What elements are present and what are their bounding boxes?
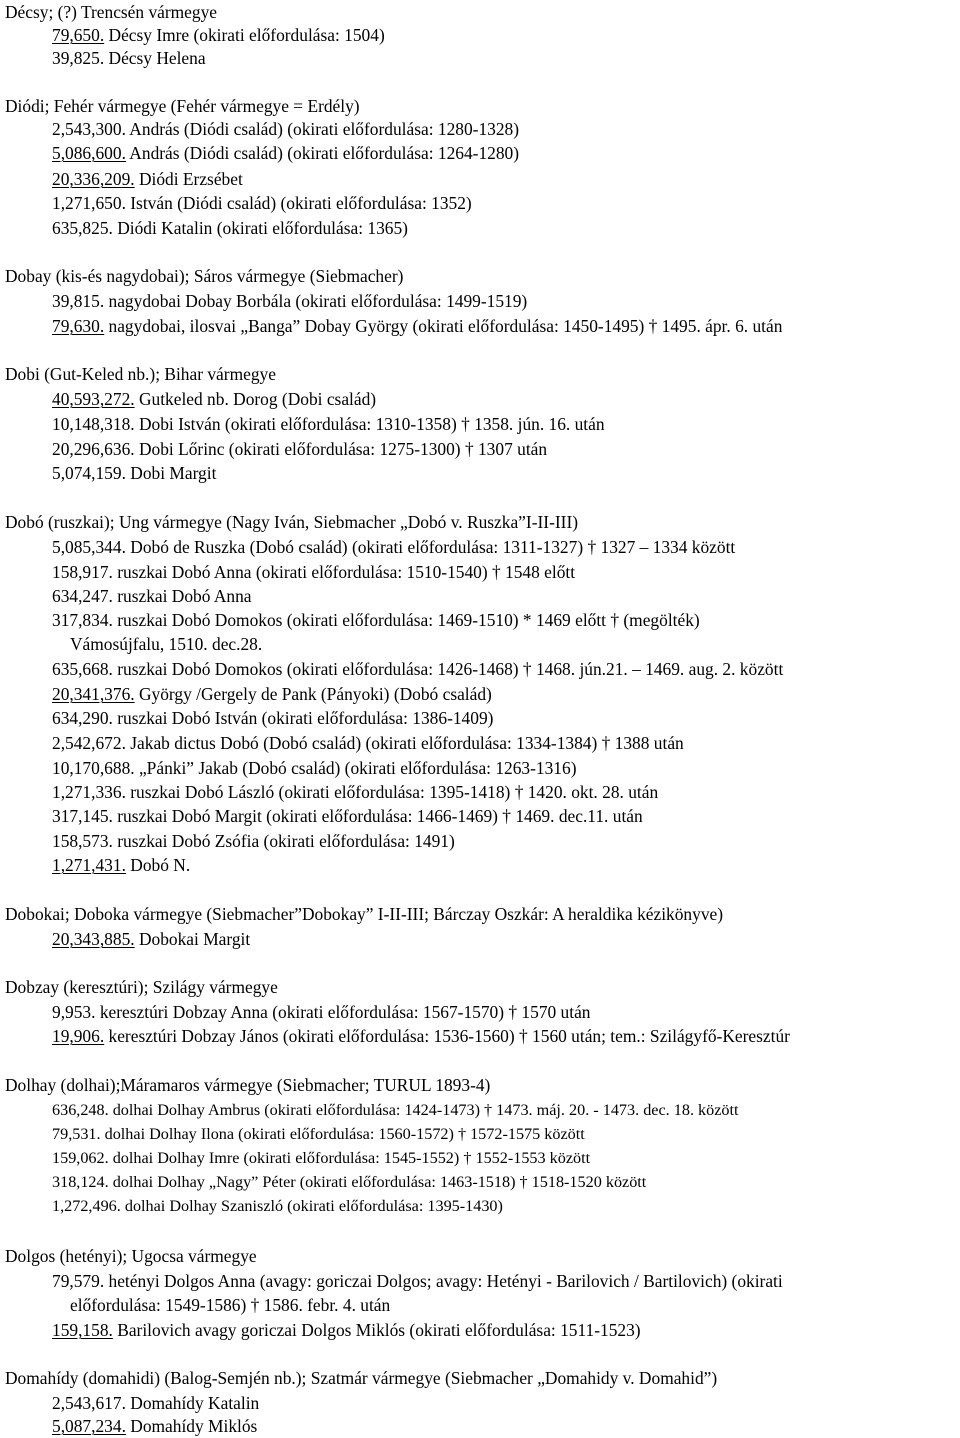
entry-text: Dobi Margit — [125, 463, 217, 483]
person-entry — [52, 1269, 783, 1293]
person-entry — [52, 829, 455, 853]
family-heading: Domahídy (domahidi) (Balog-Semjén nb.); Szatmár vármegye (Siebmacher „Domahidy v. Domahid”) — [5, 1368, 718, 1388]
person-entry — [52, 437, 547, 461]
person-entry — [52, 412, 605, 436]
entry-text: Dobó N. — [125, 855, 191, 875]
entry-number: 1,271,650. — [52, 193, 126, 213]
entry-number: 159,062. — [52, 1149, 109, 1167]
entry-number: 5,074,159. — [52, 463, 126, 483]
person-entry — [52, 535, 735, 559]
person-entry — [52, 1194, 503, 1218]
entry-number: 635,668. — [52, 659, 113, 679]
entry-text: dolhai Dolhay Ambrus (okirati előfordulása: 1424-1473) † 1473. máj. 20. - 1473. dec. 18. között — [108, 1101, 739, 1119]
person-entry — [52, 780, 658, 804]
entry-text: András (Diódi család) (okirati előfordulása: 1280-1328) — [125, 119, 520, 139]
entry-text: András (Diódi család) (okirati előfordulása: 1264-1280) — [125, 143, 520, 163]
person-entry — [52, 804, 643, 828]
entry-text: keresztúri Dobzay Anna (okirati előfordulása: 1567-1570) † 1570 után — [95, 1002, 591, 1022]
person-entry — [52, 706, 493, 730]
entry-text: dolhai Dolhay Szaniszló (okirati előfordulása: 1395-1430) — [120, 1197, 503, 1215]
entry-number: 39,825. — [52, 48, 105, 68]
person-entry — [52, 1170, 646, 1194]
family-heading: Dobokai; Doboka vármegye (Siebmacher”Dobokay” I-II-III; Bárczay Oszkár: A heraldika kézikönyve) — [5, 904, 724, 924]
entry-text: Gutkeled nb. Dorog (Dobi család) — [134, 389, 377, 409]
entry-number: 318,124. — [52, 1173, 109, 1191]
entry-text: nagydobai Dobay Borbála (okirati előfordulása: 1499-1519) — [104, 291, 528, 311]
entry-text: Décsy Imre (okirati előfordulása: 1504) — [104, 25, 385, 45]
entry-text: Dobó de Ruszka (Dobó család) (okirati előfordulása: 1311-1327) † 1327 – 1334 között — [125, 537, 736, 557]
entry-number: 20,336,209. — [52, 169, 135, 189]
entry-text: István (Diódi család) (okirati előfordulása: 1352) — [125, 193, 472, 213]
person-entry — [52, 1318, 641, 1342]
entry-number: 2,543,617. — [52, 1393, 126, 1413]
person-entry — [52, 1000, 591, 1024]
family-heading: Décsy; (?) Trencsén vármegye — [5, 2, 217, 22]
entry-text: Domahídy Katalin — [125, 1393, 260, 1413]
person-entry — [52, 560, 575, 584]
family-heading: Dobi (Gut-Keled nb.); Bihar vármegye — [5, 364, 276, 384]
person-entry — [52, 1122, 585, 1146]
entry-number: 79,579. — [52, 1271, 105, 1291]
family-heading: Dobzay (keresztúri); Szilágy vármegye — [5, 977, 278, 997]
person-entry — [52, 584, 252, 608]
entry-text: nagydobai, ilosvai „Banga” Dobay György (okirati előfordulása: 1450-1495) † 1495. ápr. 6. után — [104, 316, 783, 336]
entry-number: 317,834. — [52, 610, 113, 630]
entry-number: 1,271,431. — [52, 855, 126, 875]
person-entry — [52, 927, 250, 951]
family-heading: Dolgos (hetényi); Ugocsa vármegye — [5, 1246, 257, 1266]
person-entry — [52, 1098, 739, 1122]
entry-text: ruszkai Dobó Domokos (okirati előfordulása: 1426-1468) † 1468. jún.21. – 1469. aug. 2. között — [112, 659, 784, 679]
person-entry — [52, 23, 385, 47]
entry-text: dolhai Dolhay „Nagy” Péter (okirati előfordulása: 1463-1518) † 1518-1520 között — [108, 1173, 647, 1191]
entry-number: 20,341,376. — [52, 684, 135, 704]
entry-number: 635,825. — [52, 218, 113, 238]
person-entry — [52, 141, 519, 165]
entry-text: György /Gergely de Pank (Pányoki) (Dobó család) — [134, 684, 492, 704]
entry-number: 79,650. — [52, 25, 105, 45]
person-entry — [52, 314, 782, 338]
entry-text: Jakab dictus Dobó (Dobó család) (okirati előfordulása: 1334-1384) † 1388 után — [125, 733, 684, 753]
entry-continuation: Vámosújfalu, 1510. dec.28. — [70, 634, 263, 654]
entry-number: 39,815. — [52, 291, 105, 311]
entry-text: Décsy Helena — [104, 48, 206, 68]
entry-number: 9,953. — [52, 1002, 96, 1022]
entry-number: 2,542,672. — [52, 733, 126, 753]
entry-text: Diódi Katalin (okirati előfordulása: 1365) — [112, 218, 408, 238]
entry-number: 79,531. — [52, 1125, 101, 1143]
person-entry — [52, 46, 206, 70]
entry-text: hetényi Dolgos Anna (avagy: goriczai Dolgos; avagy: Hetényi - Barilovich / Bartilovich) (okirati — [104, 1271, 783, 1291]
entry-number: 1,272,496. — [52, 1197, 121, 1215]
entry-text: Dobi István (okirati előfordulása: 1310-1358) † 1358. jún. 16. után — [134, 414, 605, 434]
entry-number: 20,343,885. — [52, 929, 135, 949]
person-entry — [52, 387, 376, 411]
person-entry — [52, 853, 190, 877]
person-entry — [52, 1146, 590, 1170]
entry-text: „Pánki” Jakab (Dobó család) (okirati előfordulása: 1263-1316) — [134, 758, 577, 778]
person-entry — [52, 682, 492, 706]
person-entry — [52, 216, 408, 240]
person-entry — [52, 657, 783, 681]
entry-continuation: előfordulása: 1549-1586) † 1586. febr. 4. után — [70, 1295, 391, 1315]
person-entry — [52, 117, 519, 141]
family-heading: Diódi; Fehér vármegye (Fehér vármegye = Erdély) — [5, 96, 360, 116]
entry-number: 158,573. — [52, 831, 113, 851]
person-entry — [52, 1024, 790, 1048]
entry-number: 5,085,344. — [52, 537, 126, 557]
entry-text: ruszkai Dobó Anna — [112, 586, 252, 606]
entry-text: dolhai Dolhay Ilona (okirati előfordulása: 1560-1572) † 1572-1575 között — [100, 1125, 585, 1143]
entry-number: 2,543,300. — [52, 119, 126, 139]
entry-text: ruszkai Dobó Zsófia (okirati előfordulása: 1491) — [112, 831, 455, 851]
entry-number: 79,630. — [52, 316, 105, 336]
person-entry — [52, 1391, 259, 1415]
person-entry — [52, 1414, 257, 1438]
entry-number: 634,247. — [52, 586, 113, 606]
entry-text: ruszkai Dobó István (okirati előfordulása: 1386-1409) — [112, 708, 494, 728]
entry-number: 636,248. — [52, 1101, 109, 1119]
entry-number: 10,148,318. — [52, 414, 135, 434]
family-heading: Dobay (kis-és nagydobai); Sáros vármegye (Siebmacher) — [5, 266, 404, 286]
person-entry — [52, 289, 527, 313]
entry-text: Dobi Lőrinc (okirati előfordulása: 1275-1300) † 1307 után — [134, 439, 548, 459]
person-entry — [52, 731, 684, 755]
entry-text: keresztúri Dobzay János (okirati előfordulása: 1536-1560) † 1560 után; tem.: Szilágyfő-Keresztúr — [104, 1026, 790, 1046]
entry-number: 10,170,688. — [52, 758, 135, 778]
entry-number: 40,593,272. — [52, 389, 135, 409]
entry-text: Diódi Erzsébet — [134, 169, 243, 189]
entry-text: dolhai Dolhay Imre (okirati előfordulása: 1545-1552) † 1552-1553 között — [108, 1149, 591, 1167]
entry-text: ruszkai Dobó László (okirati előfordulása: 1395-1418) † 1420. okt. 28. után — [125, 782, 659, 802]
entry-number: 1,271,336. — [52, 782, 126, 802]
entry-text: Barilovich avagy goriczai Dolgos Miklós (okirati előfordulása: 1511-1523) — [112, 1320, 641, 1340]
family-heading: Dobó (ruszkai); Ung vármegye (Nagy Iván, Siebmacher „Dobó v. Ruszka”I-II-III) — [5, 512, 579, 532]
entry-number: 158,917. — [52, 562, 113, 582]
entry-text: Domahídy Miklós — [125, 1416, 258, 1436]
person-entry — [52, 191, 472, 215]
entry-number: 5,086,600. — [52, 143, 126, 163]
person-entry — [52, 461, 216, 485]
entry-text: ruszkai Dobó Anna (okirati előfordulása: 1510-1540) † 1548 előtt — [112, 562, 576, 582]
entry-number: 634,290. — [52, 708, 113, 728]
person-entry — [52, 608, 700, 632]
entry-number: 317,145. — [52, 806, 113, 826]
person-entry — [52, 167, 243, 191]
entry-number: 5,087,234. — [52, 1416, 126, 1436]
entry-text: ruszkai Dobó Domokos (okirati előfordulása: 1469-1510) * 1469 előtt † (megölték) — [112, 610, 700, 630]
entry-number: 159,158. — [52, 1320, 113, 1340]
family-heading: Dolhay (dolhai);Máramaros vármegye (Siebmacher; TURUL 1893-4) — [5, 1075, 491, 1095]
entry-text: Dobokai Margit — [134, 929, 251, 949]
person-entry — [52, 756, 576, 780]
entry-text: ruszkai Dobó Margit (okirati előfordulása: 1466-1469) † 1469. dec.11. után — [112, 806, 643, 826]
entry-number: 20,296,636. — [52, 439, 135, 459]
entry-number: 19,906. — [52, 1026, 105, 1046]
